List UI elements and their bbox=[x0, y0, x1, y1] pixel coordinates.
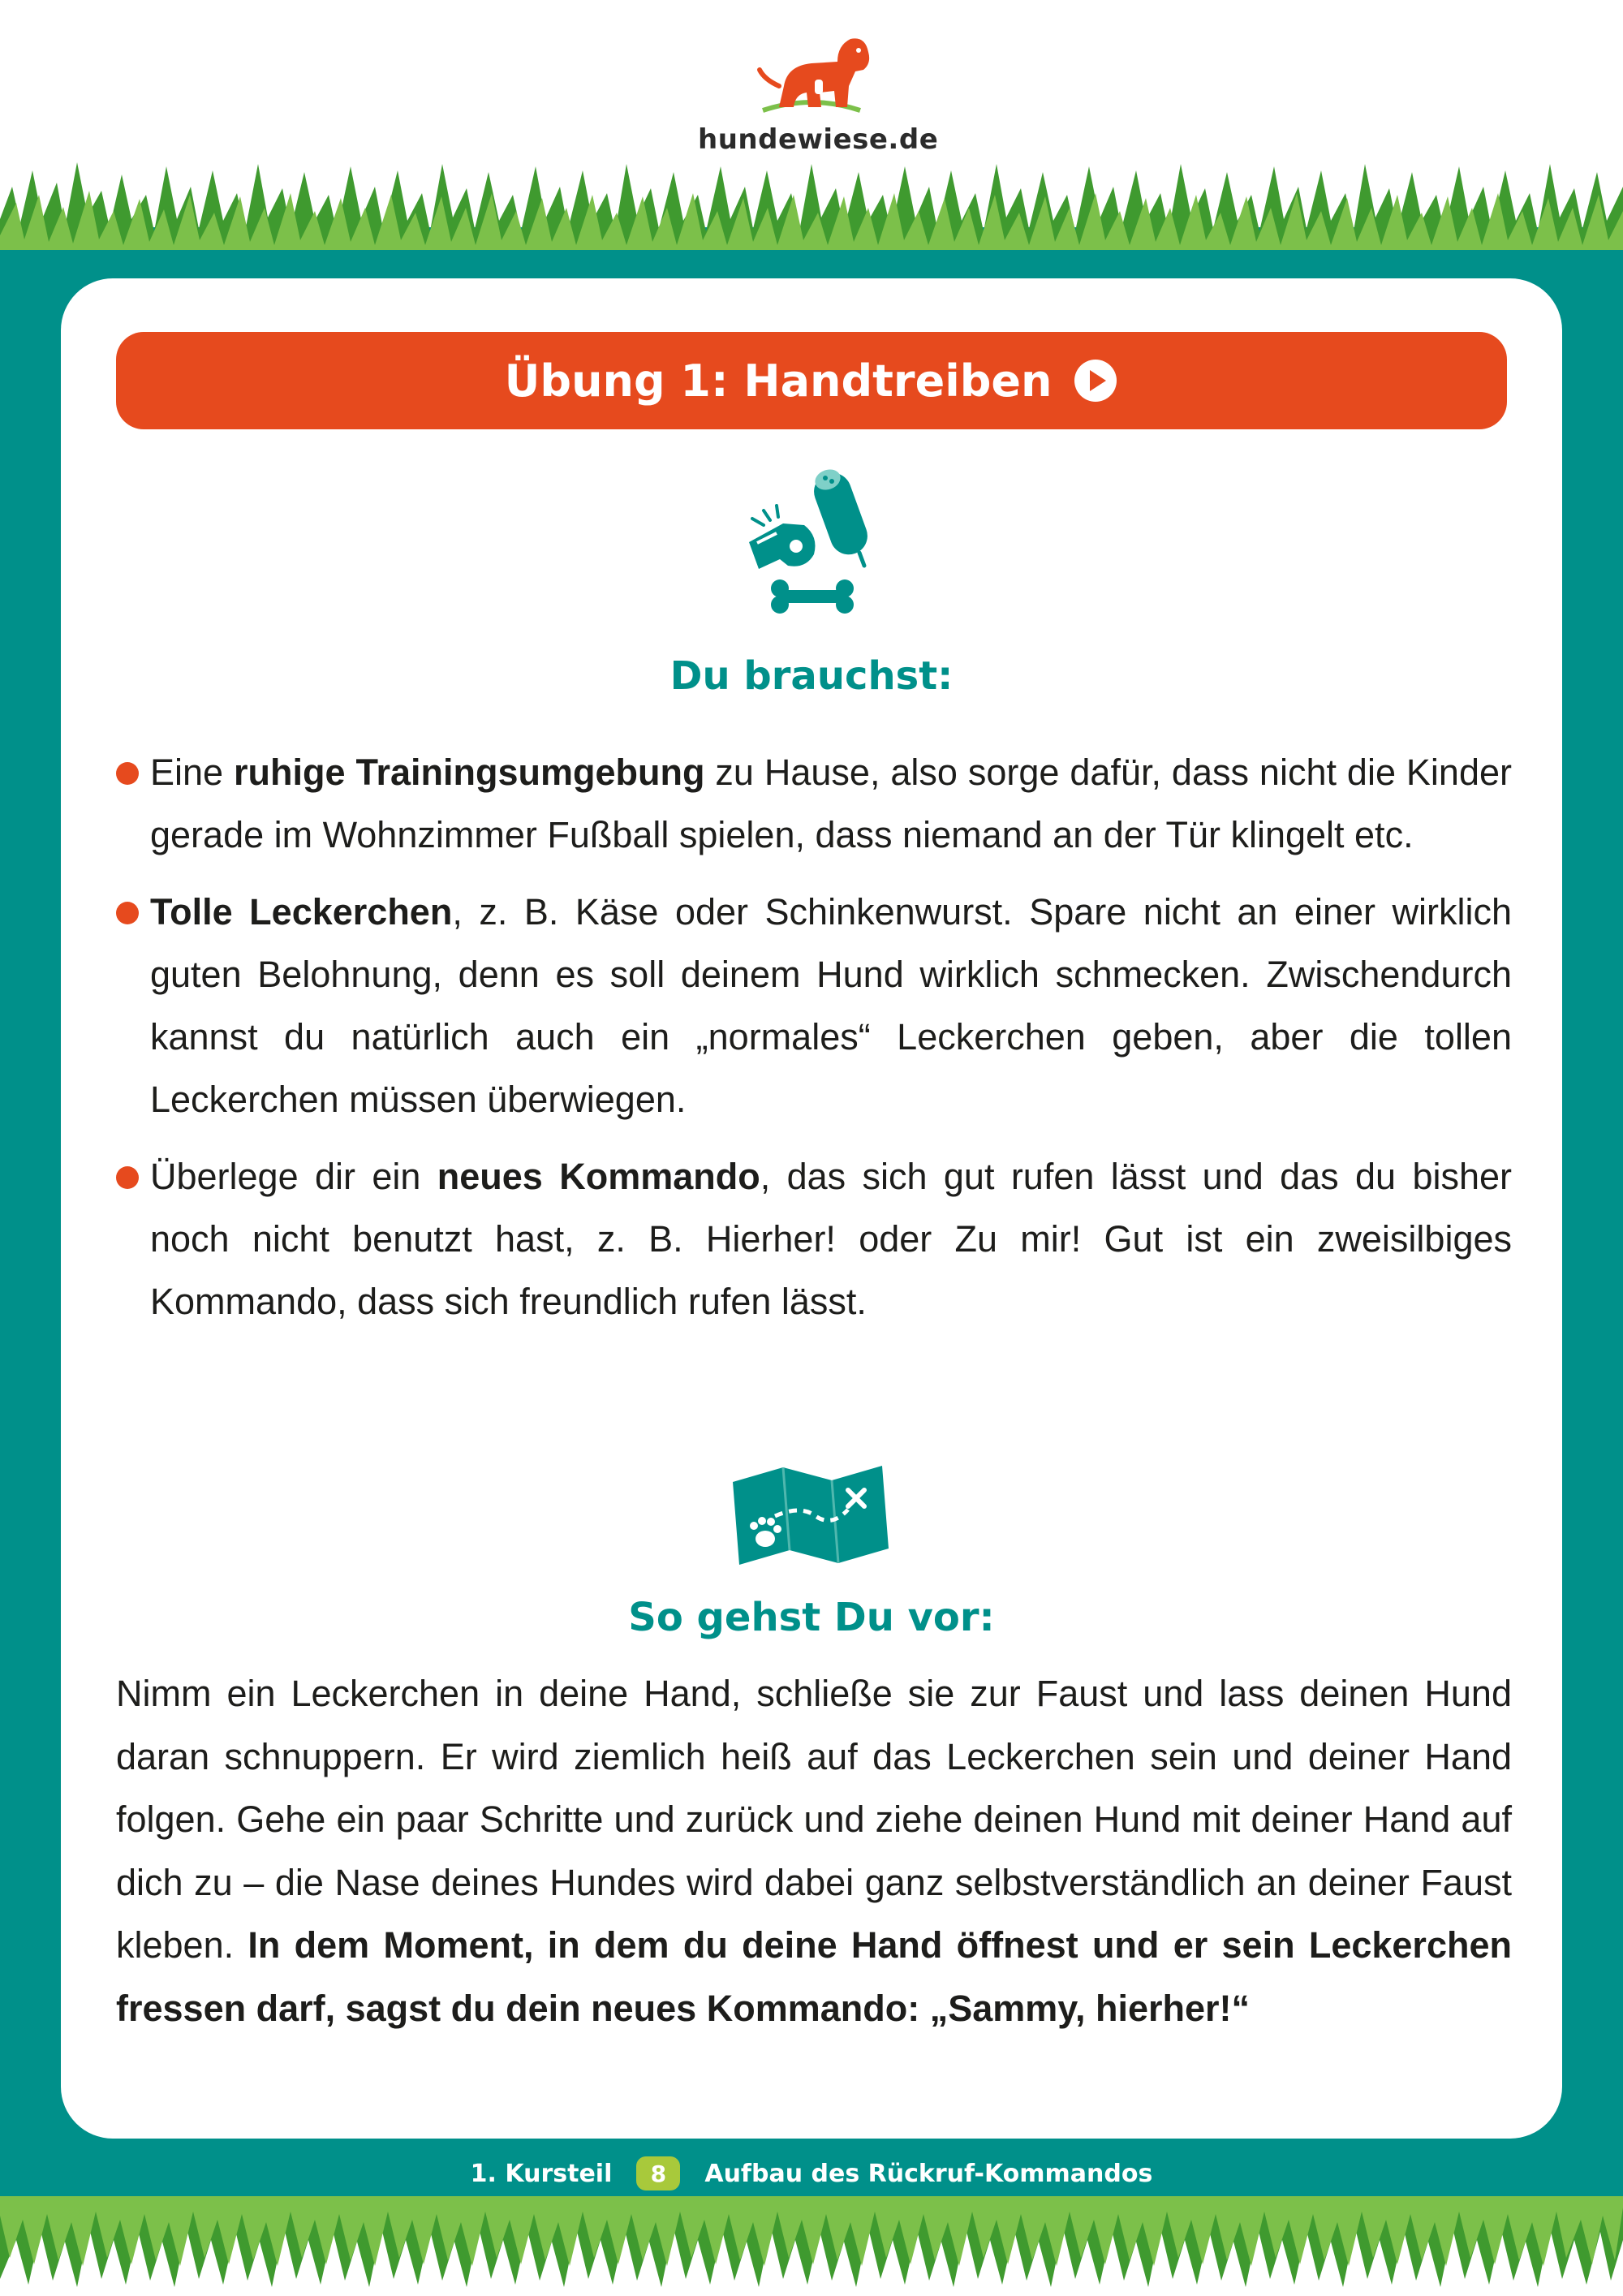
steps-paragraph: Nimm ein Leckerchen in deine Hand, schließe sie zur Faust und lass deinen Hund daran schnuppern. Er wird ziemlich heiß auf das Leckerchen sein und deiner Hand folgen. Gehe ein paar Schritte und zurück und ziehe deinen Hund mit deiner Hand auf dich zu – die Nase deines Hundes wird dabei ganz selbstverständlich an deiner Faust kleben. In dem Moment, in dem du deine Hand öffnest und er sein Leckerchen fressen darf, sagst du dein neues Kommando: „Sammy, hierher!“ bbox=[116, 1673, 1512, 2029]
exercise-title-bar bbox=[116, 332, 1507, 429]
treasure-map-icon bbox=[726, 1459, 897, 1581]
brand-name: hundewiese.de bbox=[698, 123, 939, 156]
exercise-card bbox=[61, 278, 1562, 2139]
needs-heading: Du brauchst: bbox=[669, 653, 954, 699]
dog-logo-icon bbox=[747, 29, 876, 118]
bullet-dot bbox=[116, 762, 139, 785]
grass-top-decoration bbox=[0, 154, 1623, 268]
page-number-badge: 8 bbox=[636, 2156, 680, 2190]
whistle-treat-bone-icon bbox=[741, 465, 887, 619]
page-footer bbox=[0, 2156, 1623, 2191]
bullet-dot bbox=[116, 902, 139, 924]
needs-list bbox=[116, 741, 1512, 1347]
exercise-title: Übung 1: Handtreiben bbox=[504, 355, 1053, 407]
steps-heading: So gehst Du vor: bbox=[628, 1595, 995, 1640]
play-circle-icon[interactable] bbox=[1073, 358, 1118, 403]
footer-section: 1. Kursteil bbox=[470, 2159, 613, 2188]
grass-bottom-decoration bbox=[0, 2183, 1623, 2296]
list-item: Tolle Leckerchen, z. B. Käse oder Schinkenwurst. Spare nicht an einer wirklich guten Belohnung, denn es soll deinem Hund wirklich schmecken. Zwischendurch kannst du natürlich auch ein „normales“ Leckerchen geben, aber die tollen Leckerchen müssen überwiegen. bbox=[116, 881, 1512, 1131]
list-item: Eine ruhige Trainingsumgebung zu Hause, also sorge dafür, dass nicht die Kinder gerade im Wohnzimmer Fußball spielen, dass niemand an der Tür klingelt etc. bbox=[116, 741, 1512, 866]
list-item: Überlege dir ein neues Kommando, das sich gut rufen lässt und das du bisher noch nicht benutzt hast, z. B. Hierher! oder Zu mir! Gut ist ein zweisilbiges Kommando, dass sich freundlich rufen lässt. bbox=[116, 1145, 1512, 1333]
brand-logo[interactable] bbox=[698, 29, 939, 167]
bullet-dot bbox=[116, 1166, 139, 1189]
footer-chapter: Aufbau des Rückruf-Kommandos bbox=[704, 2159, 1153, 2188]
